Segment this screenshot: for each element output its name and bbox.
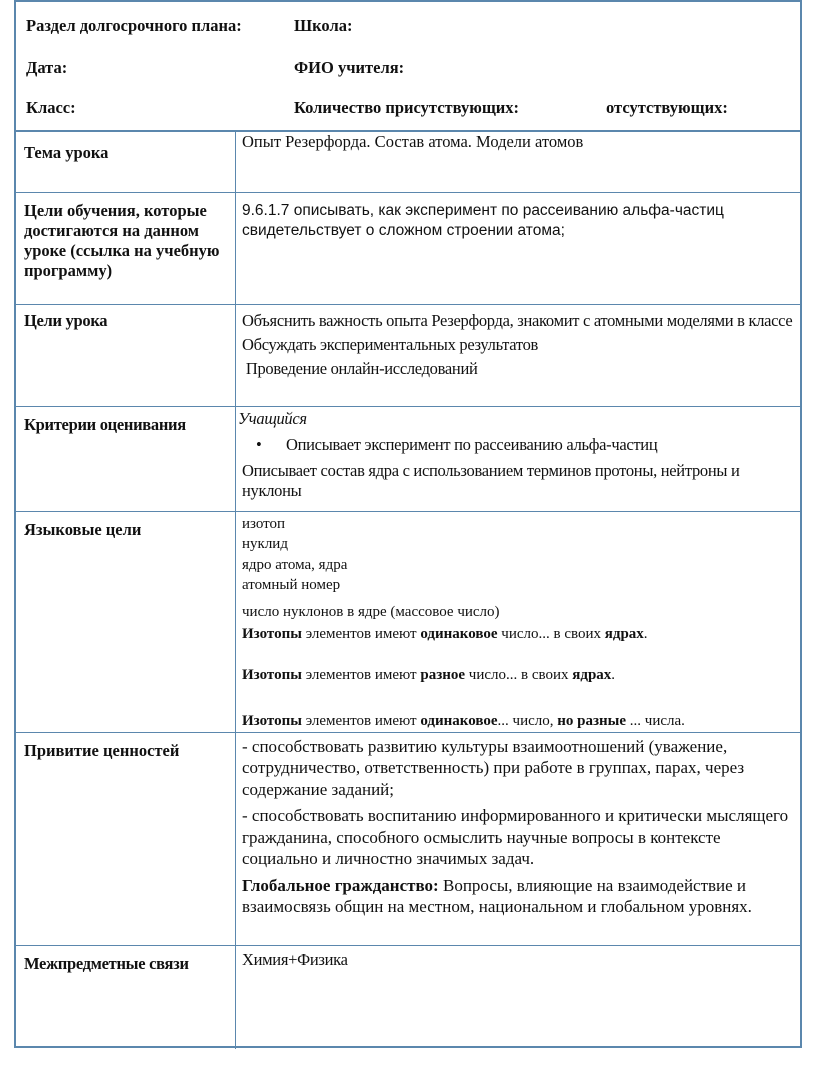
language-term: атомный номер	[242, 577, 341, 593]
cross-subject-value: Химия+Физика	[242, 949, 348, 969]
topic-value: Опыт Резерфорда. Состав атома. Модели атомов	[242, 132, 584, 151]
values-paragraph: - способствовать развитию культуры взаимоотношений (уважение, сотрудничество, ответственность) при работе в группах, парах, через содержание заданий;	[242, 736, 745, 799]
bullet-icon: •	[256, 434, 262, 454]
language-sentence: Изотопы элементов имеют одинаковое число... в своих ядрах.	[242, 626, 648, 642]
table-row-cross-subject	[16, 945, 800, 1049]
language-label: Языковые цели	[24, 519, 142, 539]
table-row-topic	[16, 130, 800, 192]
values-paragraph: - способствовать воспитанию информированного и критически мыслящего гражданина, способного осмыслить научные вопросы в контексте социально и личностно значимых задач.	[242, 806, 789, 868]
date-label: Дата:	[26, 58, 68, 77]
values-paragraph: Глобальное гражданство: Вопросы, влияющие на взаимодействие и взаимосвязь общин на местном, национальном и глобальном уровнях.	[242, 875, 752, 916]
learning-goals-label: Цели обучения, которые достигаются на данном уроке (ссылка на учебную программу)	[24, 200, 220, 280]
lesson-plan-document	[14, 0, 802, 1048]
cross-subject-label: Межпредметные связи	[24, 953, 189, 973]
language-term: число нуклонов в ядре (массовое число)	[242, 603, 500, 620]
topic-label: Тема урока	[24, 143, 109, 162]
teacher-label: ФИО учителя:	[294, 58, 405, 77]
criteria-label: Критерии оценивания	[24, 414, 186, 434]
header-section	[16, 2, 800, 132]
language-sentence: Изотопы элементов имеют разное число... в своих ядрах.	[242, 666, 616, 683]
lesson-goals-label: Цели урока	[24, 310, 108, 330]
criteria-extra: Описывает состав ядра с использованием терминов протоны, нейтроны и нуклоны	[242, 460, 740, 500]
section-label: Раздел долгосрочного плана:	[26, 16, 242, 35]
language-term: изотоп	[242, 515, 286, 532]
table-row-lesson-goals	[16, 304, 800, 406]
values-label: Привитие ценностей	[24, 740, 180, 760]
learning-goals-value: 9.6.1.7 описывать, как эксперимент по рассеиванию альфа-частиц свидетельствует о сложном строении атома;	[242, 201, 724, 239]
class-label: Класс:	[26, 98, 76, 117]
criteria-bullet: Описывает эксперимент по рассеиванию альфа-частиц	[286, 434, 658, 454]
language-term: ядро атома, ядра	[242, 556, 348, 573]
table-row-learning-goals	[16, 192, 800, 304]
table-row-values	[16, 732, 800, 945]
lesson-goal-item: Объяснить важность опыта Резерфорда, знакомит с атомными моделями в классе	[242, 310, 793, 330]
table-row-criteria	[16, 406, 800, 511]
language-term: нуклид	[242, 536, 288, 552]
criteria-intro: Учащийся	[238, 408, 307, 428]
language-sentence: Изотопы элементов имеют одинаковое... число, но разные ... числа.	[242, 713, 685, 729]
table-row-language	[16, 511, 800, 732]
lesson-goal-item: Обсуждать экспериментальных результатов	[242, 334, 539, 354]
absent-count-label: отсутствующих:	[606, 98, 728, 117]
school-label: Школа:	[294, 16, 353, 35]
present-count-label: Количество присутствующих:	[294, 98, 520, 117]
lesson-plan-table	[16, 130, 800, 1049]
lesson-goal-item: Проведение онлайн-исследований	[242, 358, 478, 378]
